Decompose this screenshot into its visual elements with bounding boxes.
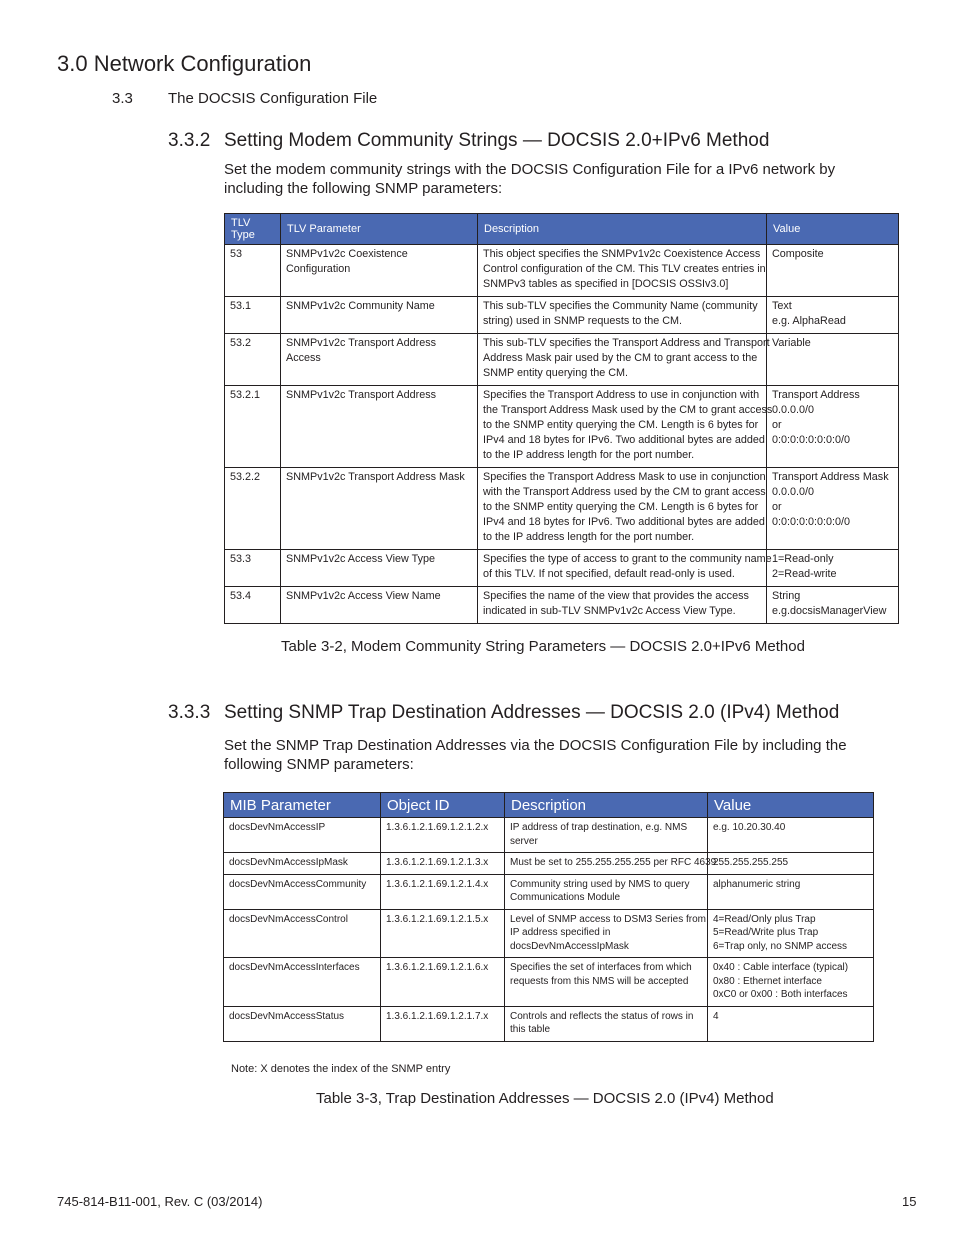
mib-parameter-cell: docsDevNmAccessCommunity bbox=[224, 874, 381, 909]
mib-parameter-cell: docsDevNmAccessStatus bbox=[224, 1006, 381, 1041]
value-cell bbox=[767, 386, 899, 468]
section-3-3-3-number: 3.3.3 bbox=[168, 702, 211, 723]
cell-line: Community string used by NMS to query bbox=[510, 878, 690, 890]
cell-line: This sub-TLV specifies the Transport Address and Transport bbox=[483, 337, 770, 349]
description-cell bbox=[478, 468, 767, 550]
tlv-parameter-cell: SNMPv1v2c Access View Name bbox=[281, 587, 478, 624]
page-title: 3.0 Network Configuration bbox=[57, 51, 312, 76]
description-cell bbox=[505, 1006, 708, 1041]
tlv-type-cell: 53.2.1 bbox=[225, 386, 281, 468]
value-cell bbox=[708, 909, 874, 958]
description-cell bbox=[478, 297, 767, 334]
description-cell bbox=[478, 334, 770, 386]
cell-line: Specifies the Transport Address Mask to use in conjunction bbox=[483, 471, 766, 483]
cell-line: Specifies the Transport Address to use in conjunction with bbox=[483, 389, 760, 401]
description-cell bbox=[478, 386, 773, 468]
column-header: Description bbox=[478, 214, 767, 245]
mib-parameter-cell: docsDevNmAccessInterfaces bbox=[224, 958, 381, 1007]
table-header-row bbox=[225, 214, 899, 245]
value-cell bbox=[708, 874, 874, 909]
cell-line: e.g. 10.20.30.40 bbox=[713, 822, 786, 833]
cell-line: with the Transport Address used by the CM to grant access bbox=[483, 486, 766, 498]
cell-line: Level of SNMP access to DSM3 Series from bbox=[510, 913, 706, 925]
cell-line: string) used in SNMP requests to the CM. bbox=[483, 315, 683, 327]
value-cell bbox=[708, 818, 874, 853]
cell-line: 255.255.255.255 bbox=[713, 857, 789, 868]
description-cell bbox=[505, 853, 717, 875]
description-cell bbox=[505, 818, 708, 853]
section-3-3-2-heading: Setting Modem Community Strings — DOCSIS 2.0+IPv6 Method bbox=[224, 130, 770, 151]
cell-line: Address Mask pair used by the CM to grant access to the bbox=[483, 352, 758, 364]
cell-line: 5=Read/Write plus Trap bbox=[713, 927, 819, 938]
cell-line: the Transport Address Mask used by the CM to grant access bbox=[483, 404, 773, 416]
community-string-table bbox=[224, 213, 899, 624]
object-id-cell: 1.3.6.1.2.1.69.1.2.1.7.x bbox=[381, 1006, 505, 1041]
description-cell bbox=[505, 874, 708, 909]
section-3-3-3-intro bbox=[224, 736, 884, 774]
value-cell bbox=[708, 853, 874, 875]
cell-line: of this TLV. If not specified, default read-only is used. bbox=[483, 568, 735, 580]
cell-line: SNMP entity querying the CM. bbox=[483, 367, 629, 379]
table-row bbox=[224, 874, 874, 909]
cell-line: Transport Address bbox=[772, 389, 860, 401]
cell-line: to the SNMP entity querying the CM. Length is 6 bytes for bbox=[483, 501, 759, 513]
column-header: Description bbox=[505, 793, 708, 818]
value-cell bbox=[767, 587, 899, 624]
section-3-3-2-intro bbox=[224, 160, 884, 198]
mib-parameter-cell: docsDevNmAccessIpMask bbox=[224, 853, 381, 875]
value-cell bbox=[767, 245, 899, 297]
table-row bbox=[225, 386, 899, 468]
table-row bbox=[225, 550, 899, 587]
tlv-type-cell: 53.1 bbox=[225, 297, 281, 334]
cell-line: 0.0.0.0/0 bbox=[772, 486, 815, 498]
footer-page-number: 15 bbox=[902, 1194, 917, 1209]
cell-line: Transport Address Mask bbox=[772, 471, 889, 483]
subsection-number: 3.3 bbox=[112, 90, 133, 107]
cell-line: SNMPv3 tables as specified in [DOCSIS OSSIv3.0] bbox=[483, 278, 729, 290]
cell-line: Controls and reflects the status of rows in bbox=[510, 1010, 694, 1022]
cell-line: 4 bbox=[713, 1010, 719, 1022]
table-row bbox=[225, 245, 899, 297]
intro-line: Set the SNMP Trap Destination Addresses via the DOCSIS Configuration File by including the bbox=[224, 737, 847, 754]
tlv-parameter-cell: SNMPv1v2c Coexistence Configuration bbox=[281, 245, 478, 297]
object-id-cell: 1.3.6.1.2.1.69.1.2.1.3.x bbox=[381, 853, 505, 875]
tlv-type-cell: 53.2.2 bbox=[225, 468, 281, 550]
cell-line: Specifies the type of access to grant to the community name bbox=[483, 553, 772, 565]
cell-line: 0x40 : Cable interface (typical) bbox=[713, 962, 849, 973]
description-cell bbox=[478, 550, 772, 587]
object-id-cell: 1.3.6.1.2.1.69.1.2.1.5.x bbox=[381, 909, 505, 958]
cell-line: 0:0:0:0:0:0:0:0/0 bbox=[772, 434, 851, 446]
tlv-parameter-cell: SNMPv1v2c Transport Address bbox=[281, 386, 478, 468]
value-cell bbox=[708, 1006, 874, 1041]
cell-line: alphanumeric string bbox=[713, 878, 801, 890]
table-note: Note: X denotes the index of the SNMP entry bbox=[231, 1063, 451, 1075]
cell-line: Variable bbox=[772, 337, 811, 349]
cell-line: 0x80 : Ethernet interface bbox=[713, 975, 822, 987]
column-header: TLV Parameter bbox=[281, 214, 478, 245]
cell-line: requests from this NMS will be accepted bbox=[510, 975, 689, 987]
object-id-cell: 1.3.6.1.2.1.69.1.2.1.6.x bbox=[381, 958, 505, 1007]
cell-line: or bbox=[772, 501, 782, 513]
tlv-parameter-cell: SNMPv1v2c Transport Address Access bbox=[281, 334, 478, 386]
table-header-row bbox=[224, 793, 874, 818]
cell-line: 0.0.0.0/0 bbox=[772, 404, 815, 416]
column-header: Value bbox=[767, 214, 899, 245]
cell-line: Control configuration of the CM. This TLV creates entries in bbox=[483, 263, 766, 275]
table-row bbox=[224, 818, 874, 853]
table-row bbox=[225, 587, 899, 624]
object-id-cell: 1.3.6.1.2.1.69.1.2.1.4.x bbox=[381, 874, 505, 909]
cell-line: This object specifies the SNMPv1v2c Coexistence Access bbox=[483, 248, 761, 260]
cell-line: e.g.docsisManagerView bbox=[772, 605, 887, 617]
table-row bbox=[224, 958, 874, 1007]
cell-line: IPv4 and 18 bytes for IPv6. Two additional bytes are added bbox=[483, 434, 765, 446]
cell-line: String bbox=[772, 590, 801, 602]
cell-line: This sub-TLV specifies the Community Name (community bbox=[483, 300, 758, 312]
section-3-3-3-heading: Setting SNMP Trap Destination Addresses — DOCSIS 2.0 (IPv4) Method bbox=[224, 702, 840, 723]
cell-line: Text bbox=[772, 300, 792, 312]
cell-line: 6=Trap only, no SNMP access bbox=[713, 940, 848, 952]
table-row bbox=[224, 1006, 874, 1041]
subsection-title: The DOCSIS Configuration File bbox=[168, 90, 378, 107]
tlv-type-cell: 53 bbox=[225, 245, 281, 297]
intro-line: Set the modem community strings with the DOCSIS Configuration File for a IPv6 network by bbox=[224, 161, 836, 178]
table-3-2-caption: Table 3-2, Modem Community String Parameters — DOCSIS 2.0+IPv6 Method bbox=[281, 638, 805, 655]
cell-line: IP address specified in bbox=[510, 927, 611, 938]
cell-line: to the IP address length for the port number. bbox=[483, 531, 695, 543]
table-3-3-caption: Table 3-3, Trap Destination Addresses — DOCSIS 2.0 (IPv4) Method bbox=[316, 1090, 774, 1107]
column-header: Value bbox=[708, 793, 874, 818]
description-cell bbox=[478, 587, 767, 624]
value-cell bbox=[708, 958, 874, 1007]
tlv-parameter-cell: SNMPv1v2c Access View Type bbox=[281, 550, 478, 587]
description-cell bbox=[478, 245, 767, 297]
cell-line: 4=Read/Only plus Trap bbox=[713, 913, 816, 925]
cell-line: Specifies the set of interfaces from which bbox=[510, 962, 692, 973]
cell-line: Composite bbox=[772, 248, 824, 260]
value-cell bbox=[767, 468, 899, 550]
cell-line: IP address of trap destination, e.g. NMS bbox=[510, 822, 688, 833]
table-row bbox=[224, 853, 874, 875]
cell-line: Communications Module bbox=[510, 892, 621, 903]
mib-parameter-cell: docsDevNmAccessIP bbox=[224, 818, 381, 853]
section-3-3-2-number: 3.3.2 bbox=[168, 130, 211, 151]
trap-destination-table bbox=[223, 792, 874, 1042]
cell-line: to the IP address length for the port number. bbox=[483, 449, 695, 461]
intro-line: including the following SNMP parameters: bbox=[224, 180, 503, 197]
cell-line: Must be set to 255.255.255.255 per RFC 4639 bbox=[510, 857, 717, 868]
value-cell bbox=[767, 297, 899, 334]
table-row bbox=[224, 909, 874, 958]
cell-line: docsDevNmAccessIpMask bbox=[510, 940, 629, 952]
cell-line: Specifies the name of the view that provides the access bbox=[483, 590, 749, 602]
table-row bbox=[225, 468, 899, 550]
cell-line: indicated in sub-TLV SNMPv1v2c Access View Type. bbox=[483, 605, 736, 617]
cell-line: or bbox=[772, 419, 782, 431]
table-row bbox=[225, 334, 899, 386]
mib-parameter-cell: docsDevNmAccessControl bbox=[224, 909, 381, 958]
cell-line: 0:0:0:0:0:0:0:0/0 bbox=[772, 516, 851, 528]
cell-line: 2=Read-write bbox=[772, 568, 837, 580]
object-id-cell: 1.3.6.1.2.1.69.1.2.1.2.x bbox=[381, 818, 505, 853]
cell-line: e.g. AlphaRead bbox=[772, 315, 846, 327]
cell-line: 0xC0 or 0x00 : Both interfaces bbox=[713, 989, 848, 1000]
tlv-parameter-cell: SNMPv1v2c Transport Address Mask bbox=[281, 468, 478, 550]
description-cell bbox=[505, 958, 708, 1007]
tlv-type-cell: 53.2 bbox=[225, 334, 281, 386]
cell-line: this table bbox=[510, 1024, 551, 1035]
cell-line: to the SNMP entity querying the CM. Length is 6 bytes for bbox=[483, 419, 759, 431]
footer-doc-id: 745-814-B11-001, Rev. C (03/2014) bbox=[57, 1194, 263, 1209]
tlv-type-cell: 53.4 bbox=[225, 587, 281, 624]
value-cell bbox=[767, 550, 899, 587]
column-header: TLV Type bbox=[225, 214, 281, 245]
column-header: MIB Parameter bbox=[224, 793, 381, 818]
intro-line: following SNMP parameters: bbox=[224, 756, 414, 773]
cell-line: 1=Read-only bbox=[772, 553, 834, 565]
tlv-parameter-cell: SNMPv1v2c Community Name bbox=[281, 297, 478, 334]
description-cell bbox=[505, 909, 708, 958]
column-header: Object ID bbox=[381, 793, 505, 818]
value-cell bbox=[767, 334, 899, 386]
tlv-type-cell: 53.3 bbox=[225, 550, 281, 587]
cell-line: server bbox=[510, 835, 538, 847]
table-row bbox=[225, 297, 899, 334]
cell-line: IPv4 and 18 bytes for IPv6. Two additional bytes are added bbox=[483, 516, 765, 528]
